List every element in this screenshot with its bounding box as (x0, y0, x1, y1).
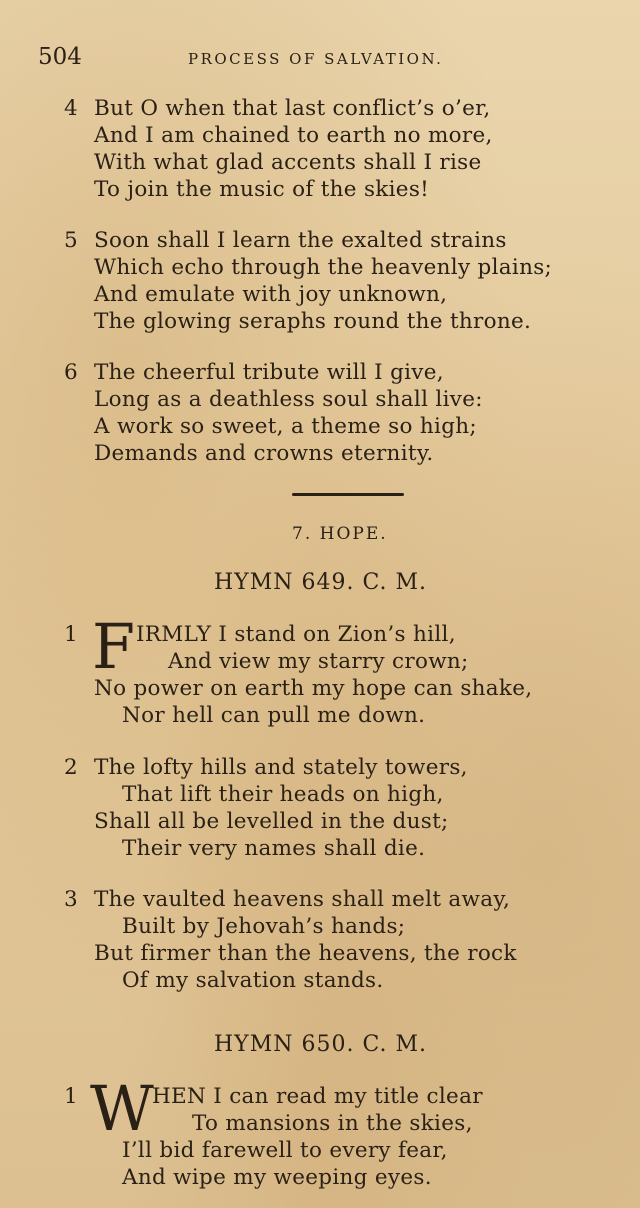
verse-line: HEN I can read my title clear (152, 1084, 483, 1109)
verse-line: Soon shall I learn the exalted strains (94, 228, 507, 253)
verse-line: With what glad accents shall I rise (94, 150, 482, 175)
verse-line: A work so sweet, a theme so high; (94, 414, 477, 439)
drop-cap: F (92, 610, 136, 683)
verse-line: No power on earth my hope can shake, (94, 676, 533, 701)
section-heading: 7. HOPE. (292, 524, 388, 544)
verse-line: And emulate with joy unknown, (94, 282, 448, 307)
verse-number: 3 (64, 887, 78, 912)
verse-line: The cheerful tribute will I give, (94, 360, 444, 385)
verse-line: To mansions in the skies, (192, 1111, 473, 1136)
verse-line: IRMLY I stand on Zion’s hill, (136, 622, 456, 647)
hymn-650-title: HYMN 650. C. M. (214, 1032, 428, 1057)
verse-number: 2 (64, 755, 78, 780)
verse-number: 4 (64, 96, 78, 121)
verse-line: And view my starry crown; (168, 649, 469, 674)
verse-line: Shall all be levelled in the dust; (94, 809, 449, 834)
verse-line: And I am chained to earth no more, (94, 123, 493, 148)
verse-line: Which echo through the heavenly plains; (94, 255, 553, 280)
hymn-649-title: HYMN 649. C. M. (214, 570, 428, 595)
verse-line: The lofty hills and stately towers, (94, 755, 468, 780)
verse-line: Nor hell can pull me down. (122, 703, 426, 728)
verse-line: That lift their heads on high, (122, 782, 444, 807)
verse-line: Their very names shall die. (122, 836, 426, 861)
page-header (38, 44, 598, 78)
verse-line: And wipe my weeping eyes. (122, 1165, 432, 1190)
verse-number: 5 (64, 228, 78, 253)
verse-number: 6 (64, 360, 78, 385)
page-number: 504 (38, 44, 82, 70)
verse-line: To join the music of the skies! (94, 177, 430, 202)
verse-line: But O when that last conflict’s o’er, (94, 96, 491, 121)
verse-line: Demands and crowns eternity. (94, 441, 434, 466)
verse-line: The vaulted heavens shall melt away, (94, 887, 511, 912)
verse-number: 1 (64, 622, 78, 647)
section-divider (292, 493, 404, 496)
verse-line: But firmer than the heavens, the rock (94, 941, 517, 966)
verse-number: 1 (64, 1084, 78, 1109)
verse-line: The glowing seraphs round the throne. (94, 309, 532, 334)
verse-line: I’ll bid farewell to every fear, (122, 1138, 448, 1163)
verse-line: Long as a deathless soul shall live: (94, 387, 483, 412)
running-title: PROCESS OF SALVATION. (188, 50, 444, 68)
verse-line: Built by Jehovah’s hands; (122, 914, 406, 939)
verse-line: Of my salvation stands. (122, 968, 384, 993)
drop-cap: W (90, 1072, 154, 1145)
